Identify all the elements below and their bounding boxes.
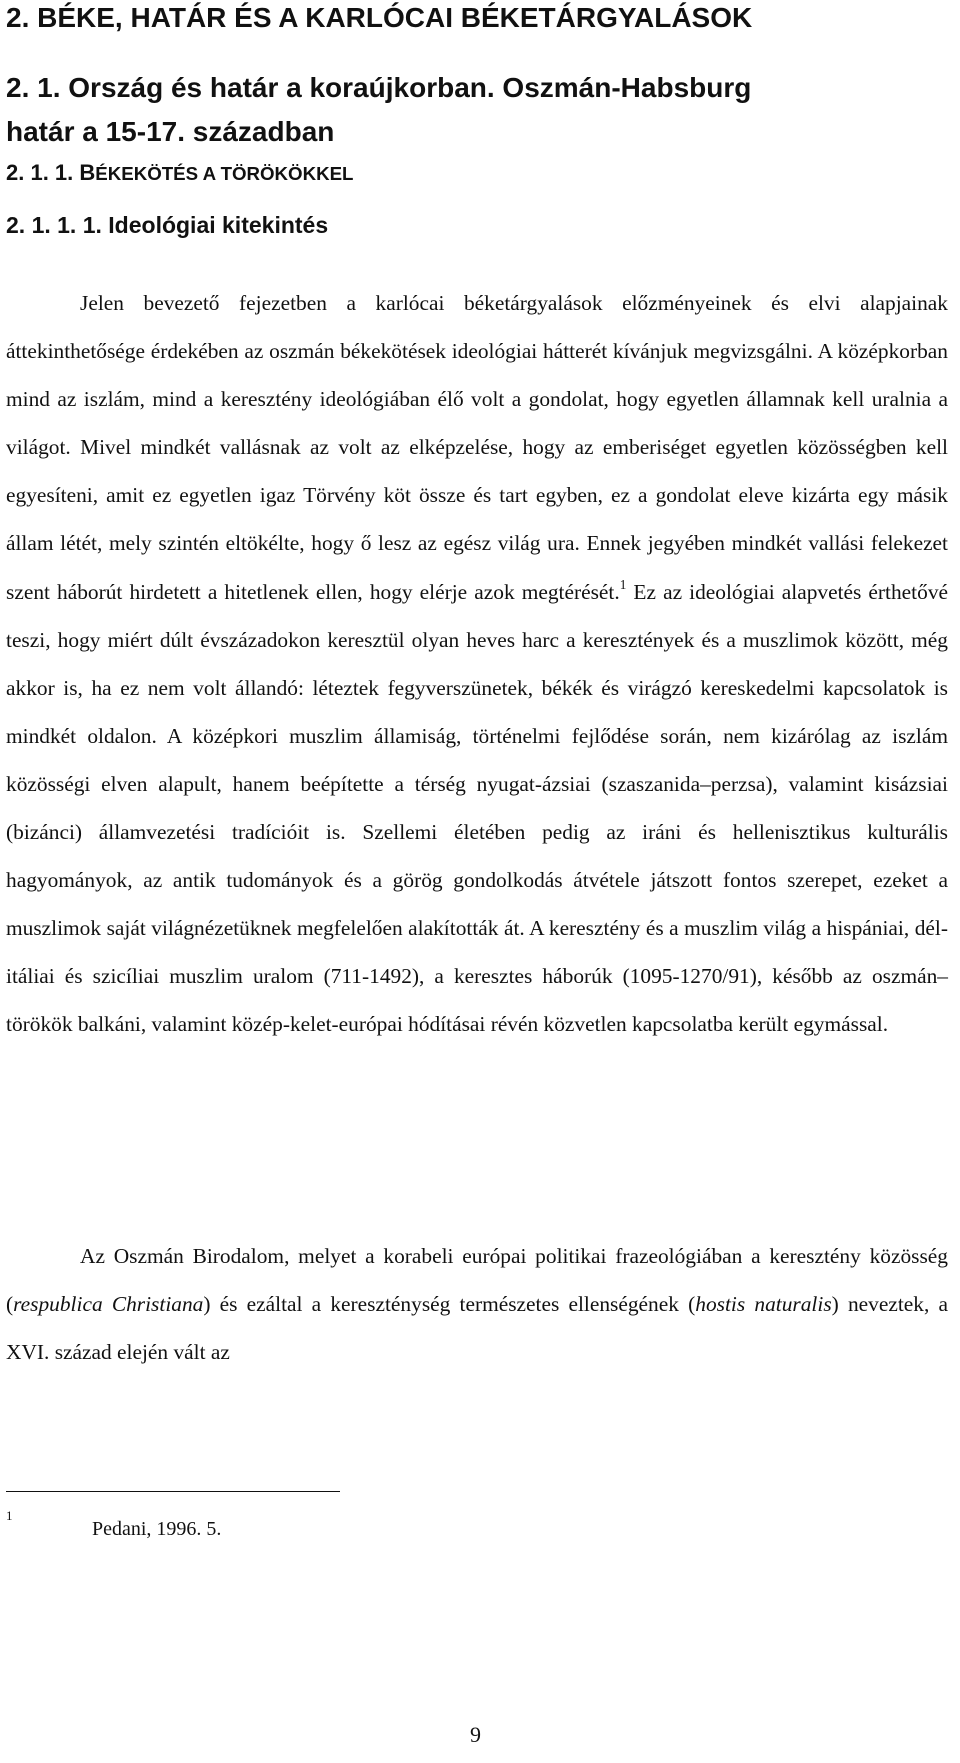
latin-term-hostis: hostis naturalis [695, 1292, 832, 1317]
section-heading-line2: határ a 15-17. században [6, 116, 335, 147]
section-heading-line1: 2. 1. Ország és határ a koraújkorban. Oszmán-Habsburg [6, 72, 752, 103]
subsection-heading [6, 160, 353, 186]
footnote-separator [6, 1491, 340, 1492]
body-paragraph-2 [6, 1232, 948, 1376]
latin-term-respublica: respublica Christiana [13, 1292, 204, 1317]
page-number: 9 [470, 1722, 481, 1747]
footnote-number: 1 [6, 1508, 13, 1523]
paragraph-2-text-c: ) neveztek, a XVI. század elején vált az [6, 1292, 948, 1365]
chapter-heading: 2. BÉKE, HATÁR ÉS A KARLÓCAI BÉKETÁRGYALÁSOK [6, 2, 753, 33]
paragraph-2-text-a: Az Oszmán Birodalom, melyet a korabeli európai politikai frazeológiában a keresztény közösség ( [6, 1244, 948, 1317]
subsubsection-heading: 2. 1. 1. 1. Ideológiai kitekintés [6, 212, 329, 238]
footnote-reference[interactable]: 1 [619, 576, 627, 592]
footnote-text: Pedani, 1996. 5. [92, 1518, 222, 1540]
section-heading [6, 66, 751, 154]
body-paragraph-1 [6, 279, 948, 1049]
paragraph-1-text-a: Jelen bevezető fejezetben a karlócai béketárgyalások előzményeinek és elvi alapjainak áttekinthetősége érdekében az oszmán békekötések ideológiai hátterét kívánjuk megvizsgálni. A középkorban mind az iszlám, mind a keresztény ideológiában élő volt a gondolat, hogy egyetlen államnak kell uralnia a világot. Mivel mindkét vallásnak az volt az elképzelése, hogy az emberiséget egyetlen közösségben kell egyesíteni, amit ez egyetlen igaz Törvény köt össze és tart egyben, ez a gondolat eleve kizárta egy másik állam létét, mely szintén eltökélte, hogy ő lesz az egész világ ura. Ennek jegyében mindkét vallási felekezet szent háborút hirdetett a hitetlenek ellen, hogy elérje azok megtérését. [6, 291, 948, 604]
paragraph-2-text-b: ) és ezáltal a kereszténység természetes ellenségének ( [203, 1292, 696, 1317]
paragraph-1-text-b: Ez az ideológiai alapvetés érthetővé teszi, hogy miért dúlt évszázadokon keresztül olyan heves harc a keresztények és a muszlimok között, még akkor is, ha ez nem volt állandó: léteztek fegyverszünetek, békék és virágzó kereskedelmi kapcsolatok is mindkét oldalon. A középkori muszlim államiság, történelmi fejlődése során, nem kizárólag az iszlám közösségi elven alapult, hanem beépítette a térség nyugat-ázsiai (szaszanida–perzsa), valamint kisázsiai (bizánci) államvezetési tradícióit is. Szellemi életében pedig az iráni és hellenisztikus kulturális hagyományok, az antik tudományok és a görög gondolkodás átvétele játszott fontos szerepet, ezeket a muszlimok saját világnézetüknek megfelelően alakították át. A keresztény és a muszlim világ a hispániai, dél-itáliai és szicíliai muszlim uralom (711-1492), a keresztes háborúk (1095-1270/91), később az oszmán–törökök balkáni, valamint közép-kelet-európai hódításai révén közvetlen kapcsolatba került egymással. [6, 579, 949, 1037]
subsection-title: ÉKEKÖTÉS A TÖRÖKÖKKEL [95, 163, 354, 184]
subsection-number: 2. 1. 1. B [6, 160, 96, 185]
